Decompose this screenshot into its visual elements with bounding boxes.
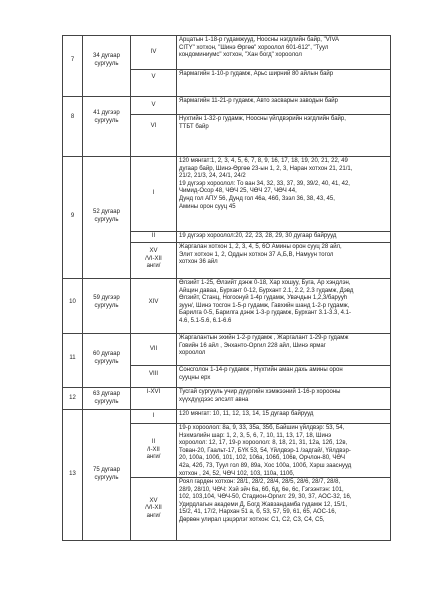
grade-code: XV /VI-XII анги/ xyxy=(145,248,162,270)
grade-code: IV xyxy=(150,48,157,55)
school-name: 52 дугаар сургууль xyxy=(93,208,120,223)
school-name: 60 дугаар сургууль xyxy=(93,351,120,365)
row-number: 7 xyxy=(70,56,75,63)
table-rule xyxy=(130,423,390,424)
table-rule xyxy=(62,387,390,388)
address-text: Сонсголон 1-14-р гудамж , Нүхтийн аман дахь амины орон сууцны ерх xyxy=(179,367,343,381)
grade-code: II /I-XII анги/ xyxy=(146,439,161,461)
table-rule xyxy=(130,477,390,478)
grade-code: VII xyxy=(149,345,158,352)
address-text: Арцатын 1-18-р гудамжууд, Ноосны нэгдлийн байр, "VIVA CITY" хотхон, "Шинэ Өргөө" хороолол 601-612", "Туул кондоминиумс" хотхон, "Хан богд" хороолол xyxy=(179,37,339,59)
grade-code: V xyxy=(151,101,156,108)
grade-code: II xyxy=(151,233,156,240)
grade-code: VIII xyxy=(148,371,158,378)
table-rule xyxy=(62,333,390,334)
table-rule xyxy=(62,35,63,541)
address-text: Яармагийн 11-21-р гудамж, Авто засварын заводын байр xyxy=(179,98,338,104)
row-number: 11 xyxy=(69,355,76,362)
address-text: 19-р хороолол: 8а, 9, 33, 35а, 35б, Байшин үйлдвэр: 53, 54, Нэхмэлийн шар: 1, 2, 3, 5, 6, 7, 10, 11, 13, 17, 18, Шинэ хороолол: 12, 17, 19-р хороолол: 8, 18, 21, 31, 12а, 12б, 12в, Тован-20, Гаальт-17, БҮК 53, 54, Үйлдвэр-1 /задгай/, Үйлдвэр- 20, 100а, 100б, 101, 102, 106а, 106б, 106в, Орчлон-80, ЧӨЧ 42а, 42б, 73, Туул гол 89, 89а, Хос 100а, 100б, Хэрш зааснууд хотхон , 24, 52, ЧӨЧ 102, 103, 110а, 110б, xyxy=(179,425,352,477)
table-rule xyxy=(390,35,391,541)
table-rule xyxy=(130,35,131,541)
table-rule xyxy=(62,156,390,157)
table-rule xyxy=(82,35,83,541)
table-rule xyxy=(62,409,390,410)
row-number: 9 xyxy=(70,212,75,219)
table-rule xyxy=(130,242,390,243)
address-text: Жаргалантын эхийн 1-2-р гудамж , Жаргалант 1-29-р гудамж Говийн 16 айл , Энханто-Оргил 228 айл, Шинэ ярмаг хороолол xyxy=(179,335,349,357)
grade-code: I xyxy=(152,412,155,419)
table-rule xyxy=(130,231,390,232)
table-rule xyxy=(62,96,390,97)
table-rule xyxy=(176,35,177,541)
table-rule xyxy=(62,540,390,541)
school-name: 41 дугээр сургууль xyxy=(93,110,120,124)
school-name: 59 дугээр сургууль xyxy=(93,295,120,309)
table-rule xyxy=(130,69,390,70)
grade-code: I-XVI xyxy=(146,389,161,396)
address-text: Жаргалан хотхон 1, 2, 3, 4, 5, 6О Амины орон сууц 28 айл, Элит хотхон 1, 2, Оддын хотхон 37 А,Б,В, Намуун тогол хотхон 36 айл xyxy=(179,244,342,266)
address-text: 19 дүгээр хороолол:20, 22, 23, 28, 29, 30 дугаар байрууд xyxy=(179,233,337,239)
school-name: 63 дугаар сургууль xyxy=(93,390,120,405)
row-number: 8 xyxy=(70,114,75,121)
address-text: Өлзийт 1-25, Өлзийт дэнж 0-18, Хар хошуу, Буга, Ар хэндлэн, Айщин давaa, Бурхант 0-12, Бурхант 2.1, 2.2, 2.3 гудамж, Дэвд Өлзийт, Станц, Ногоонуй 1-4р гудамж, Увачдын 1,2,3/барууh зуун/, Шинэ тосгон 1-5-р гудамж, Гавхийн шанд 1-2-р гудамж, Барилга 0-5, Барилга дэнж 1-3-р гудамж, Бурхант 3.1-3.3, 4.1- 4.6, 5.1-5.6, 6.1-6.6 xyxy=(179,280,354,324)
row-number: 12 xyxy=(69,394,76,401)
row-number: 13 xyxy=(69,471,76,478)
address-text: Роял гарден хотхон: 28/1, 28/2, 28/4, 28/5, 28/6, 28/7, 28/8, 28/9, 28/10, ЧӨЧ: Хэй эйч 6а, 6б, 6д, 6е, 6с, Гэгээнтэн: 101, 102, 103,104, ЧӨЧ-50, Стадион-Оргил: 29, 30, 37, АОС-32, 16, Удирдлагын академи Д, Богд Жавзандамба гудамж 12, 15/1, 15/2, 41, 17/2, Нархан 51 а, б, 53, 57, 59, 61, 65, АОС-16, Дөрвөн улирал цэцэрлэг хотхон: С1, С2, С3, С4, С5, xyxy=(179,479,352,523)
grade-code: XV /VI-XII анги/ xyxy=(145,497,162,519)
table-rule xyxy=(130,365,390,366)
address-text: 120 мянгат:1, 2, 3, 4, 5, 6, 7, 8, 9, 16, 17, 18, 19, 20, 21, 22, 49 дугаар байр, Шинэ-Өргөө 23-ын 1, 2, 3, Наран хотхон 21, 21/1, 21/2, 21/3, 24, 24/1, 24/2 19 дүгээр хороолол: То ван 34, 32, 33, 37, 39, 39/2, 40, 41, 42, Чимид-Осор 48, ЧӨЧ 25, ЧӨЧ 27, ЧӨЧ 44, Дунд гол АПУ 56, Дунд гол 46а, 46б, Зээл 36, 38, 43, 45, Амины орон сууц 45 xyxy=(179,158,353,210)
row-number: 10 xyxy=(69,299,76,306)
grade-code: I xyxy=(152,190,155,197)
address-text: Яармагийн 1-10-р гудамж, Арьс ширний 80 айлын байр xyxy=(179,71,334,77)
grade-code: V xyxy=(151,73,156,80)
address-text: Тусгай сургууль учир дүүргийн хэмжээний 1-16-р хорооны хүүхдүүдээс элсэлт авна xyxy=(179,389,341,403)
table-rule xyxy=(62,35,390,36)
table-rule xyxy=(130,114,390,115)
table-rule xyxy=(62,278,390,279)
address-text: Нүхтийн 1-32-р гудамж, Ноосны үйлдвэрийн нэгдлийн байр, ТТБТ байр xyxy=(179,116,346,130)
school-name: 75 дугаар сургууль xyxy=(93,467,120,481)
grade-code: XIV xyxy=(148,299,159,306)
address-text: 120 мянгат: 10, 11, 12, 13, 14, 15 дугаар байрууд xyxy=(179,411,314,417)
school-name: 34 дугаар сургууль xyxy=(93,52,120,67)
grade-code: VI xyxy=(150,123,157,130)
